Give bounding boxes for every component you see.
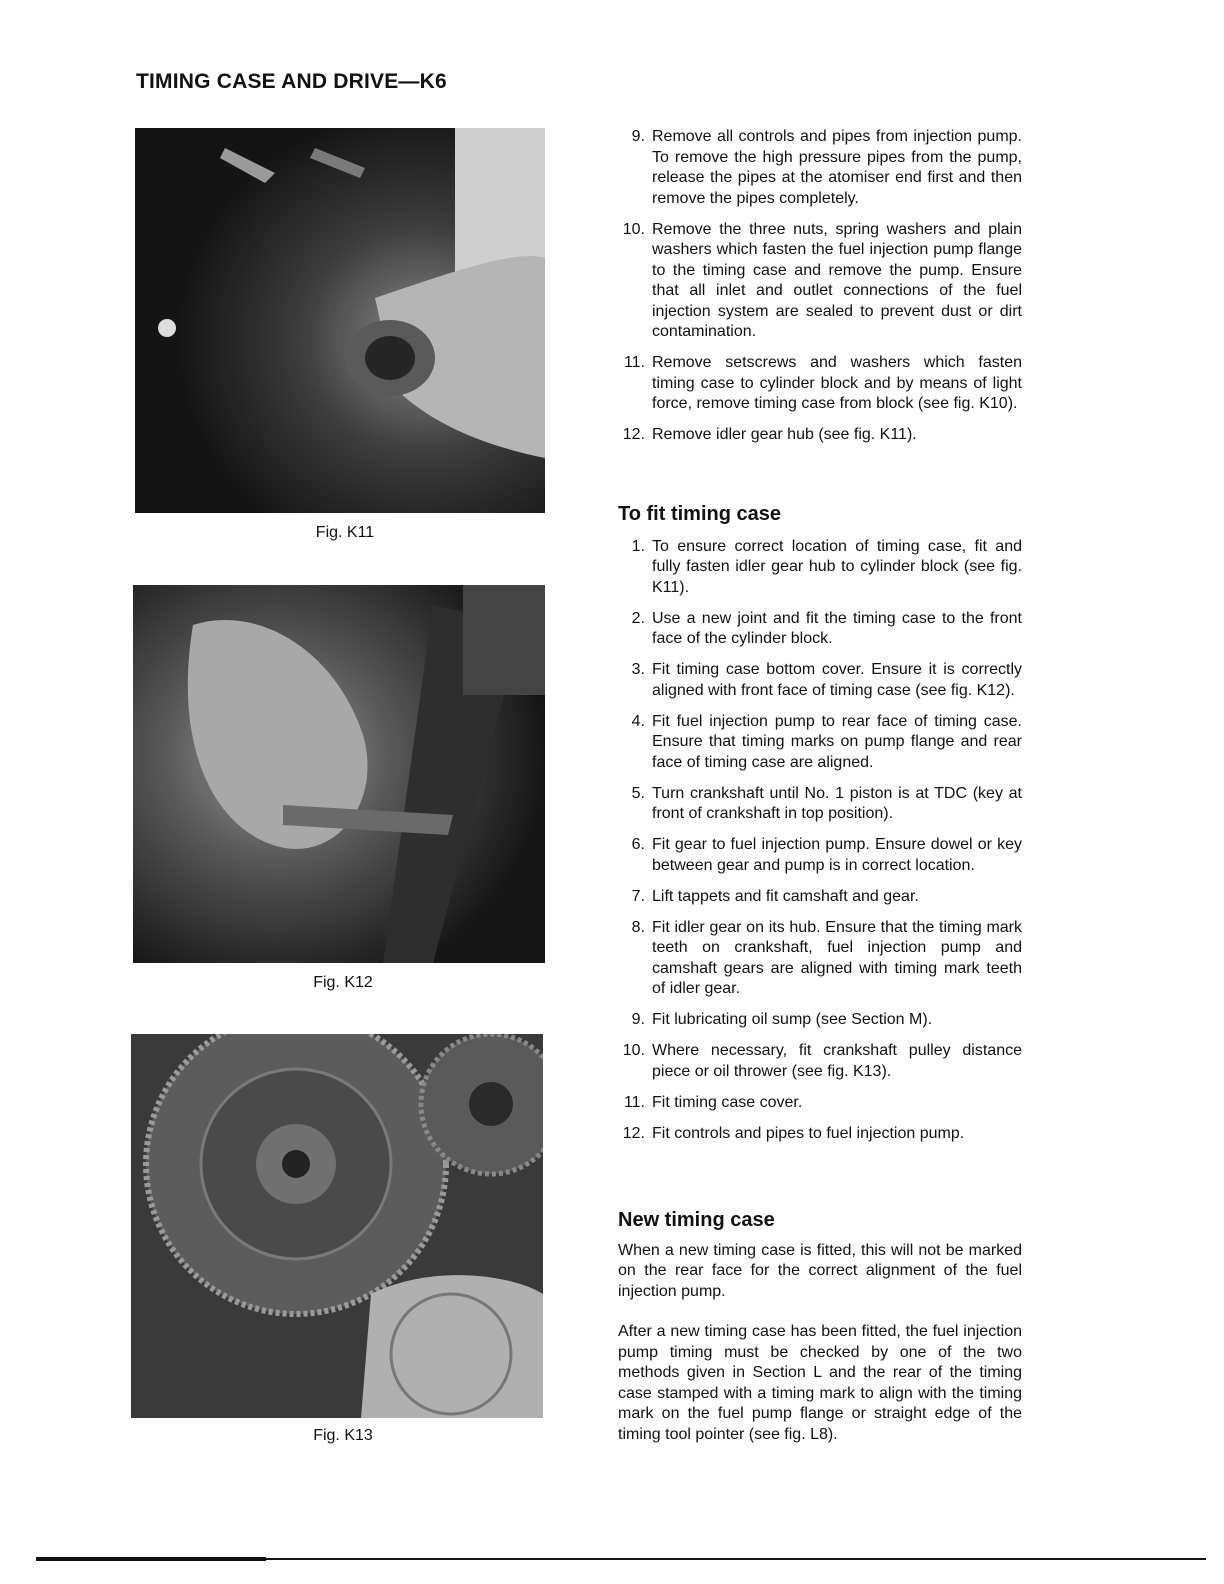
list-item: 10. Remove the three nuts, spring washers and plain washers which fasten the fuel injection pump flange to the timing case and remove the pump. Ensure that all inlet and outlet connections of the fuel injection system are sealed to prevent dust or dirt contamination. xyxy=(622,220,1022,340)
figure-k11-photo xyxy=(135,128,545,513)
page-header: TIMING CASE AND DRIVE—K6 xyxy=(136,70,447,93)
list-item: 10. Where necessary, fit crankshaft pulley distance piece or oil thrower (see fig. K13). xyxy=(622,1042,1022,1080)
list-item: 5. Turn crankshaft until No. 1 piston is at TDC (key at front of crankshaft in top position). xyxy=(631,784,1022,822)
figure-k13-photo xyxy=(131,1034,543,1418)
footer-rule-accent xyxy=(36,1557,266,1561)
paragraph: When a new timing case is fitted, this will not be marked on the rear face for the correct alignment of the fuel injection pump. xyxy=(618,1241,1022,1300)
figure-k11-caption: Fig. K11 xyxy=(315,524,375,541)
list-item: 9. Remove all controls and pipes from injection pump. To remove the high pressure pipes from the pump, release the pipes at the atomiser end first and then remove the pipes completely. xyxy=(631,128,1022,207)
paragraph: After a new timing case has been fitted, the fuel injection pump timing must be checked by one of the two methods given in Section L and the rear of the timing case stamped with a timing mark to align with the timing mark on the fuel pump flange or straight edge of the timing tool pointer (see fig. L8). xyxy=(618,1323,1022,1443)
figure-k13-caption: Fig. K13 xyxy=(313,1427,373,1444)
section-heading-new: New timing case xyxy=(618,1209,775,1231)
list-item: 1. To ensure correct location of timing case, fit and fully fasten idler gear hub to cylinder block (see fig. K11). xyxy=(631,537,1022,596)
removal-steps-column xyxy=(618,127,1022,456)
list-item: 2. Use a new joint and fit the timing case to the front face of the cylinder block. xyxy=(631,609,1022,647)
removal-steps-list xyxy=(618,127,1022,446)
list-item: 6. Fit gear to fuel injection pump. Ensure dowel or key between gear and pump is in correct location. xyxy=(631,836,1022,874)
fit-section xyxy=(618,504,1022,1155)
list-item: 11. Fit timing case cover. xyxy=(623,1093,803,1111)
list-item: 4. Fit fuel injection pump to rear face of timing case. Ensure that timing marks on pump flange and rear face of timing case are aligned. xyxy=(631,712,1022,771)
section-heading-fit: To fit timing case xyxy=(618,503,781,525)
list-item: 11. Remove setscrews and washers which fasten timing case to cylinder block and by means of light force, remove timing case from block (see fig. K10). xyxy=(623,354,1022,412)
list-item: 12. Remove idler gear hub (see fig. K11). xyxy=(622,426,917,443)
new-timing-case-section xyxy=(618,1210,1022,1445)
fit-steps-list xyxy=(618,537,1022,1145)
list-item: 8. Fit idler gear on its hub. Ensure that the timing mark teeth on crankshaft, fuel injection pump and camshaft gears are aligned with timing mark teeth of idler gear. xyxy=(631,918,1022,997)
list-item: 7. Lift tappets and fit camshaft and gear. xyxy=(631,887,919,905)
figure-k12-photo xyxy=(133,585,545,963)
list-item: 3. Fit timing case bottom cover. Ensure it is correctly aligned with front face of timing case (see fig. K12). xyxy=(631,661,1022,699)
figure-k12-caption: Fig. K12 xyxy=(313,974,373,991)
list-item: 9. Fit lubricating oil sump (see Section M). xyxy=(631,1011,933,1028)
list-item: 12. Fit controls and pipes to fuel injection pump. xyxy=(622,1124,965,1142)
